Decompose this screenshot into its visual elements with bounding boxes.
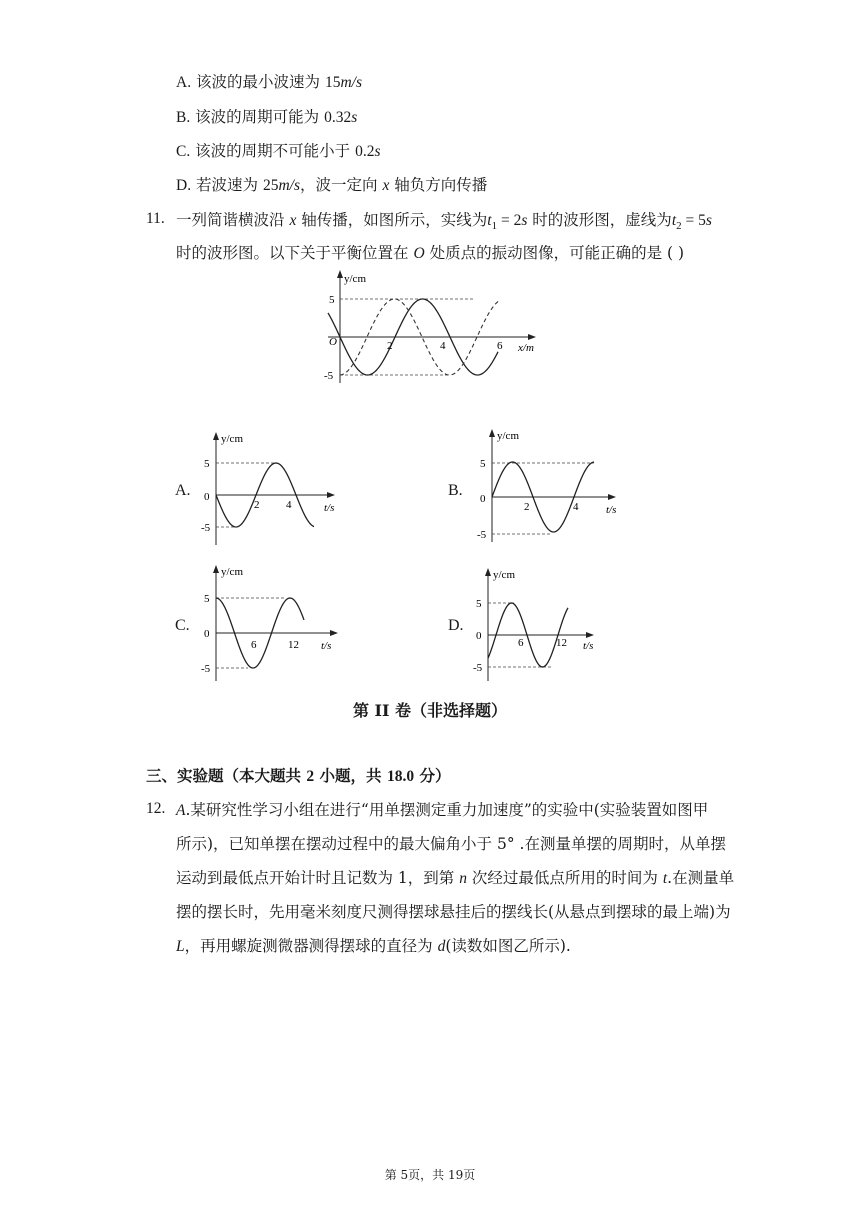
choice-b-x-label: t/s — [606, 504, 617, 516]
question-12-line-2: 所示)，已知单摆在摆动过程中的最大偏角小于 5° .在测量单摆的周期时，从单摆 — [176, 835, 726, 853]
choice-c-y-label: y/cm — [221, 566, 243, 578]
wave-x-label: x/m — [518, 342, 534, 354]
choice-c-y-neg: -5 — [201, 663, 211, 675]
wave-graph — [310, 265, 550, 390]
choice-graph-d — [468, 566, 618, 686]
page-footer: 第 5页，共 19页 — [384, 1168, 476, 1182]
option-c: C. 该波的周期不可能小于 0.2s — [176, 142, 381, 160]
choice-b-tick-2: 4 — [573, 501, 579, 513]
choice-b-y-pos: 5 — [480, 458, 486, 470]
choice-b-y-neg: -5 — [477, 529, 487, 541]
choice-b-zero: 0 — [480, 493, 486, 505]
choice-a-y-label: y/cm — [221, 433, 243, 445]
wave-x-tick-6: 6 — [497, 340, 503, 352]
choice-a-x-label: t/s — [324, 502, 335, 514]
choice-b-tick-1: 2 — [524, 501, 530, 513]
question-12-number: 12. — [146, 800, 166, 817]
wave-y-pos-label: 5 — [329, 294, 335, 306]
choice-graph-a — [196, 430, 346, 548]
choice-d-y-neg: -5 — [473, 662, 483, 674]
wave-y-neg-label: -5 — [324, 370, 334, 382]
question-12-line-5: L，再用螺旋测微器测得摆球的直径为 d(读数如图乙所示). — [176, 937, 571, 955]
choice-c-tick-2: 12 — [288, 639, 299, 651]
option-d: D. 若波速为 25m/s，波一定向 x 轴负方向传播 — [176, 176, 488, 194]
choice-a-zero: 0 — [204, 491, 210, 503]
choice-a-tick-2: 4 — [286, 499, 292, 511]
wave-x-arrow — [528, 334, 536, 340]
question-11-line-2: 时的波形图。以下关于平衡位置在 O 处质点的振动图像，可能正确的是 ( ) — [176, 244, 685, 262]
part2-title: 第 II 卷（非选择题） — [352, 701, 508, 720]
wave-y-label: y/cm — [344, 273, 366, 285]
question-12-line-1: A.某研究性学习小组在进行“用单摆测定重力加速度”的实验中(实验装置如图甲 — [176, 801, 709, 819]
choice-a-y-pos: 5 — [204, 458, 210, 470]
question-12-line-3: 运动到最低点开始计时且记数为 1，到第 n 次经过最低点所用的时间为 t.在测量单 — [176, 869, 735, 887]
choice-b-y-label: y/cm — [497, 430, 519, 442]
choice-c-y-pos: 5 — [204, 593, 210, 605]
choice-d-tick-1: 6 — [518, 637, 524, 649]
option-b: B. 该波的周期可能为 0.32s — [176, 108, 358, 126]
wave-origin-label: O — [329, 336, 337, 348]
choice-c-letter: C. — [175, 617, 190, 634]
choice-c-tick-1: 6 — [251, 639, 257, 651]
choice-d-letter: D. — [448, 617, 464, 634]
choice-d-y-pos: 5 — [476, 598, 482, 610]
choice-d-zero: 0 — [476, 630, 482, 642]
question-11-line-1: 一列简谐横波沿 x 轴传播，如图所示，实线为$t_1 = 2s$ 时的波形图，虚线为$t_2 = 5s$ — [176, 211, 712, 233]
option-a: A. 该波的最小波速为 15m/s — [176, 73, 362, 91]
choice-b-letter: B. — [448, 482, 463, 499]
choice-c-zero: 0 — [204, 628, 210, 640]
choice-d-y-label: y/cm — [493, 569, 515, 581]
question-11-number: 11. — [146, 210, 165, 227]
wave-x-tick-2: 2 — [387, 340, 393, 352]
choice-a-letter: A. — [175, 482, 191, 499]
section-3-title: 三、实验题（本大题共 2 小题，共 18.0 分） — [146, 766, 451, 785]
choice-graph-b — [470, 427, 630, 545]
wave-x-tick-4: 4 — [440, 340, 446, 352]
choice-graph-c — [196, 563, 346, 685]
choice-a-tick-1: 2 — [254, 499, 260, 511]
choice-d-tick-2: 12 — [556, 637, 567, 649]
choice-c-x-label: t/s — [321, 640, 332, 652]
wave-y-arrow — [337, 270, 343, 278]
choice-a-y-neg: -5 — [201, 522, 211, 534]
question-12-line-4: 摆的摆长时，先用毫米刻度尺测得摆球悬挂后的摆线长(从悬点到摆球的最上端)为 — [176, 903, 731, 921]
choice-d-x-label: t/s — [583, 640, 594, 652]
